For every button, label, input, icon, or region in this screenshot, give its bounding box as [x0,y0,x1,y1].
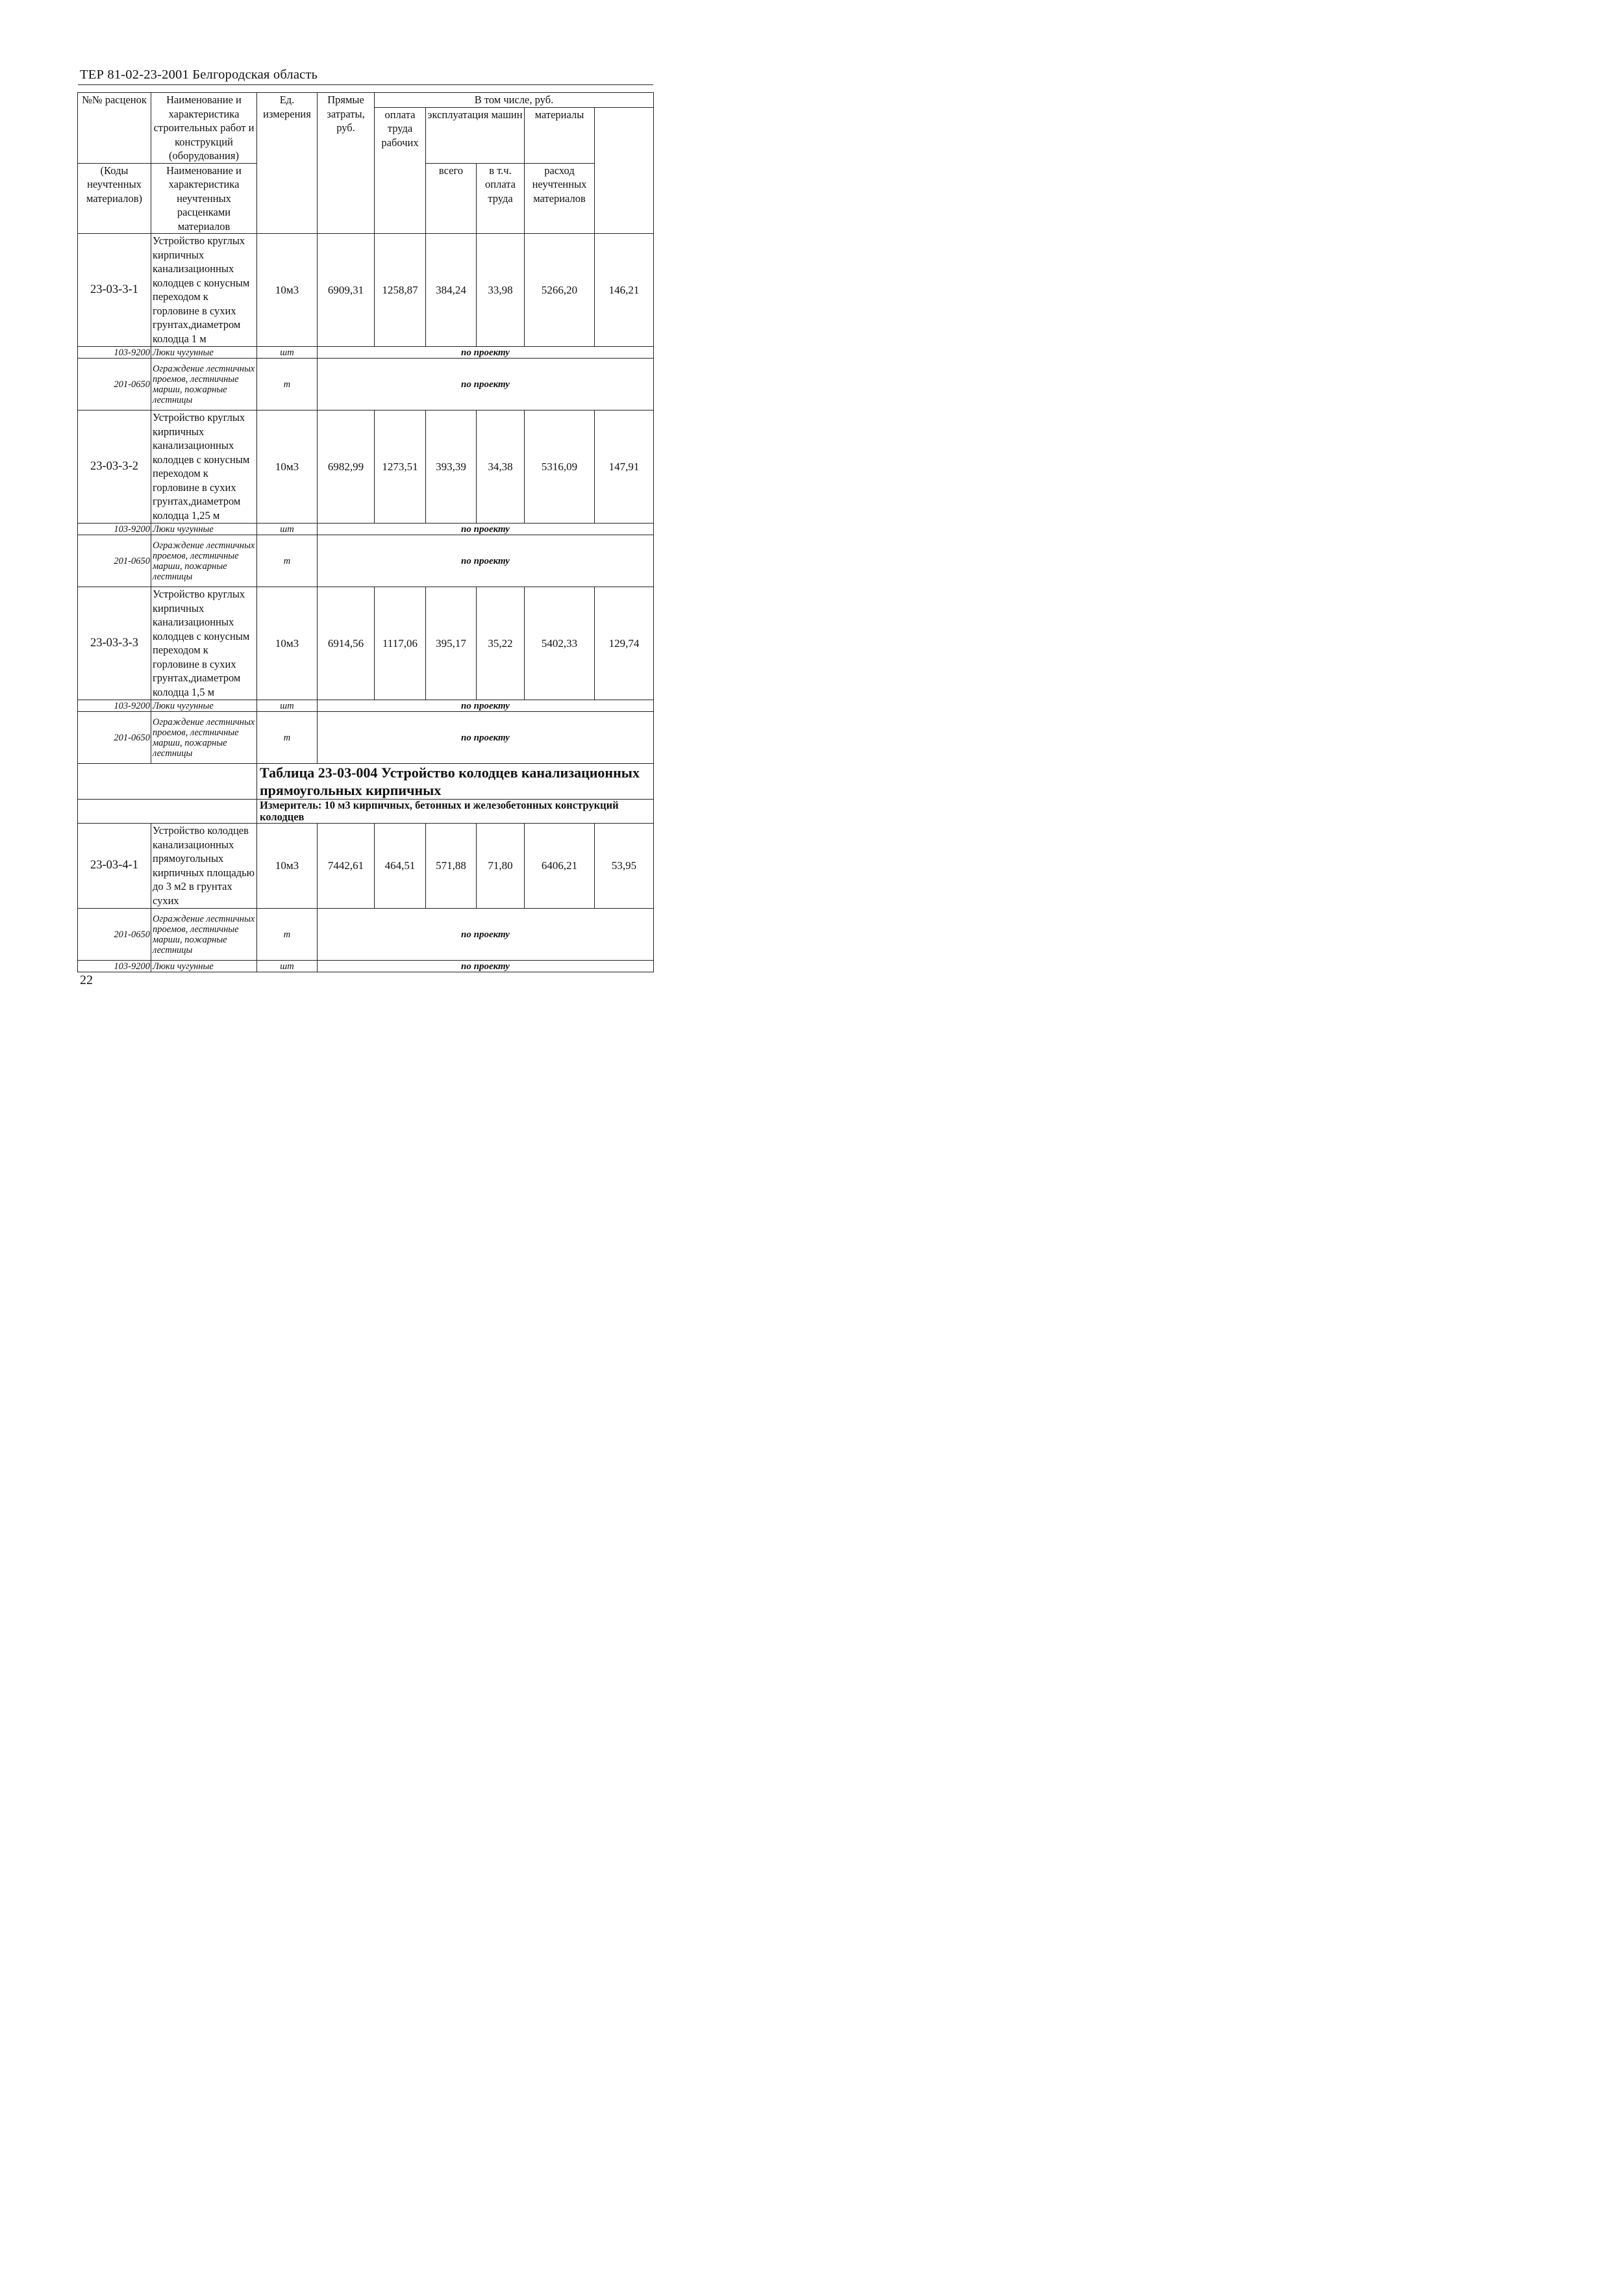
material-unit: шт [257,524,318,535]
material-note: по проекту [318,347,654,359]
material-code: 103-9200 [78,524,151,535]
rate-labor-cost: 53,95 [595,824,654,909]
page-number: 22 [80,973,93,987]
col-machines-labor-header: в т.ч. оплата труда [477,163,525,234]
material-code: 103-9200 [78,347,151,359]
rate-code: 23-03-4-1 [78,824,151,909]
material-code: 201-0650 [78,909,151,961]
rate-unit: 10м3 [257,824,318,909]
table-row [78,700,654,712]
col-name-subheader: Наименование и характеристика неучтенных расценками материалов [151,163,257,234]
rate-labor-pay: 1258,87 [375,234,426,347]
material-note: по проекту [318,712,654,764]
material-note: по проекту [318,524,654,535]
rate-labor-pay: 1273,51 [375,411,426,524]
table-row [78,234,654,347]
rate-labor-pay: 464,51 [375,824,426,909]
table-row [78,411,654,524]
rate-unit: 10м3 [257,234,318,347]
material-code: 103-9200 [78,961,151,972]
material-note: по проекту [318,700,654,712]
material-name: Ограждение лестничных проемов, лестничные марши, пожарные лестницы [151,712,257,764]
material-code: 201-0650 [78,359,151,411]
rate-direct: 7442,61 [318,824,375,909]
table-row [78,535,654,587]
rate-name: Устройство круглых кирпичных канализационных колодцев с конусным переходом к горловине в сухих грунтах,диаметром колодца 1,5 м [151,587,257,700]
material-name: Люки чугунные [151,524,257,535]
section-measure: Измеритель: 10 м3 кирпичных, бетонных и железобетонных конструкций колодцев [257,800,654,824]
rate-materials: 5266,20 [525,234,595,347]
material-name: Ограждение лестничных проемов, лестничные марши, пожарные лестницы [151,909,257,961]
table-row [78,359,654,411]
table-row [78,824,654,909]
rate-machines-total: 393,39 [426,411,477,524]
rate-labor-cost: 146,21 [595,234,654,347]
table-row [78,961,654,972]
material-name: Люки чугунные [151,700,257,712]
rate-machines-labor: 33,98 [477,234,525,347]
rate-machines-total: 395,17 [426,587,477,700]
table-row [78,587,654,700]
col-code-header: №№ расценок [78,93,151,164]
material-unit: т [257,909,318,961]
rate-materials: 5402,33 [525,587,595,700]
col-machines-total-header: всего [426,163,477,234]
col-materials-sub-header: расход неучтенных материалов [525,163,595,234]
rate-direct: 6914,56 [318,587,375,700]
material-name: Ограждение лестничных проемов, лестничные марши, пожарные лестницы [151,359,257,411]
rate-materials: 5316,09 [525,411,595,524]
rate-labor-cost: 129,74 [595,587,654,700]
material-code: 103-9200 [78,700,151,712]
material-unit: т [257,359,318,411]
col-materials-header: материалы [525,107,595,163]
section-row [78,764,654,800]
material-code: 201-0650 [78,535,151,587]
material-name: Люки чугунные [151,961,257,972]
table-row [78,909,654,961]
table-row [78,524,654,535]
material-note: по проекту [318,961,654,972]
col-name-header: Наименование и характеристика строительных работ и конструкций (оборудования) [151,93,257,164]
col-including-header: В том числе, руб. [375,93,654,108]
rate-machines-labor: 35,22 [477,587,525,700]
rate-machines-labor: 34,38 [477,411,525,524]
page-header: ТЕР 81-02-23-2001 Белгородская область [80,68,318,82]
rate-unit: 10м3 [257,411,318,524]
rate-unit: 10м3 [257,587,318,700]
section-row [78,800,654,824]
material-note: по проекту [318,359,654,411]
rate-machines-total: 384,24 [426,234,477,347]
rate-direct: 6909,31 [318,234,375,347]
rate-labor-pay: 1117,06 [375,587,426,700]
col-machines-header: эксплуатация машин [426,107,525,163]
col-labor-pay-header: оплата труда рабочих [375,107,426,234]
col-direct-header: Прямые затраты, руб. [318,93,375,234]
col-unit-header: Ед. измерения [257,93,318,234]
material-unit: т [257,712,318,764]
rate-direct: 6982,99 [318,411,375,524]
header-rule [78,84,653,85]
material-note: по проекту [318,909,654,961]
rate-code: 23-03-3-2 [78,411,151,524]
rate-machines-total: 571,88 [426,824,477,909]
material-unit: шт [257,961,318,972]
table-row [78,347,654,359]
rate-code: 23-03-3-1 [78,234,151,347]
material-unit: шт [257,700,318,712]
rate-code: 23-03-3-3 [78,587,151,700]
rate-machines-labor: 71,80 [477,824,525,909]
rate-materials: 6406,21 [525,824,595,909]
section-title: Таблица 23-03-004 Устройство колодцев канализационных прямоугольных кирпичных [257,764,654,800]
material-name: Ограждение лестничных проемов, лестничные марши, пожарные лестницы [151,535,257,587]
rate-name: Устройство колодцев канализационных прямоугольных кирпичных площадью до 3 м2 в грунтах сухих [151,824,257,909]
material-unit: шт [257,347,318,359]
rate-labor-cost: 147,91 [595,411,654,524]
rates-table [77,92,654,972]
col-code-subheader: (Коды неучтенных материалов) [78,163,151,234]
table-row [78,712,654,764]
material-note: по проекту [318,535,654,587]
material-unit: т [257,535,318,587]
material-code: 201-0650 [78,712,151,764]
material-name: Люки чугунные [151,347,257,359]
rate-name: Устройство круглых кирпичных канализационных колодцев с конусным переходом к горловине в сухих грунтах,диаметром колодца 1,25 м [151,411,257,524]
rate-name: Устройство круглых кирпичных канализационных колодцев с конусным переходом к горловине в сухих грунтах,диаметром колодца 1 м [151,234,257,347]
